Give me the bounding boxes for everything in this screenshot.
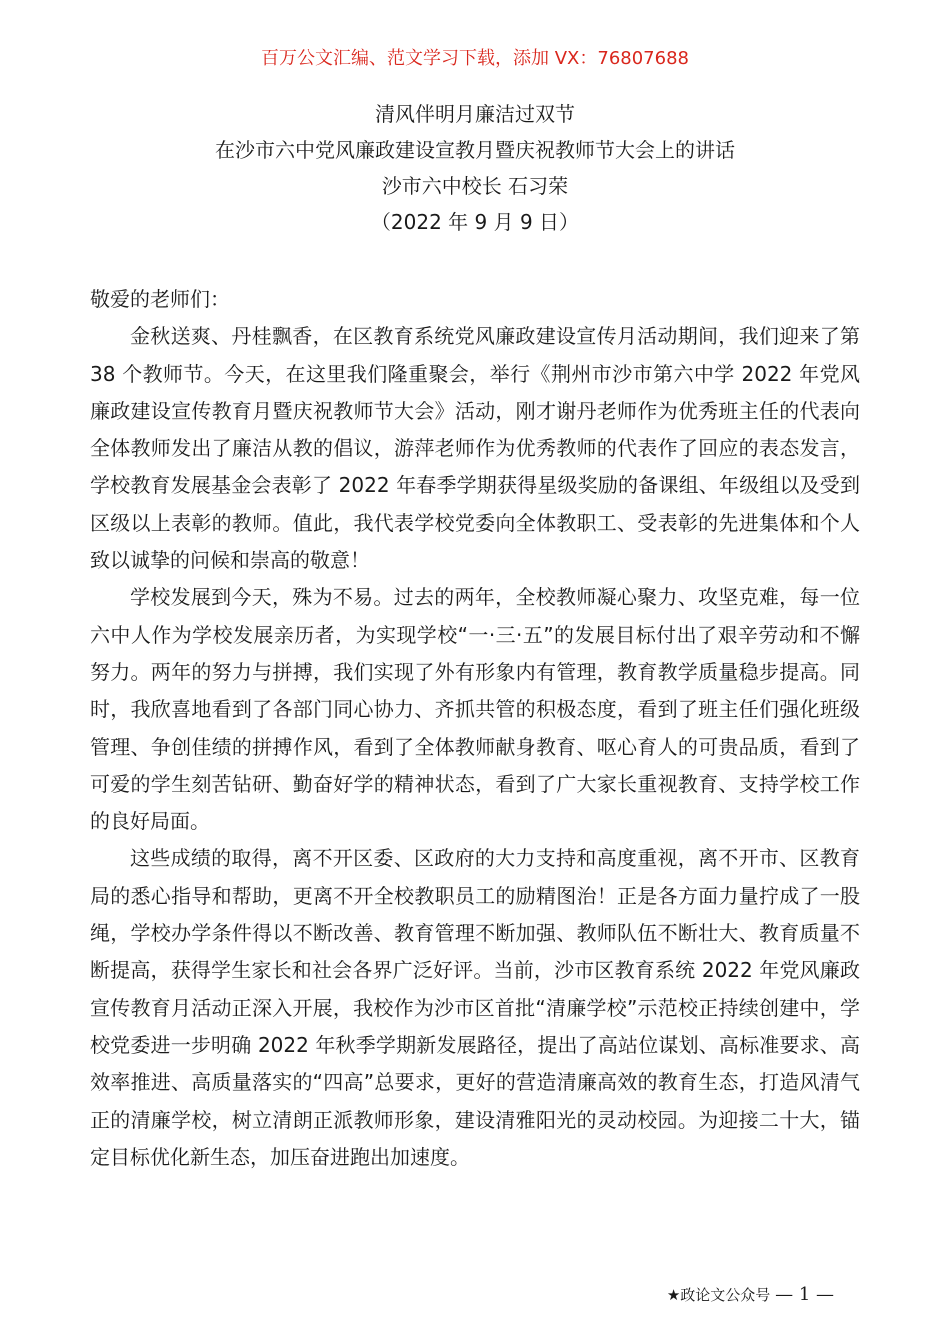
paragraph-3: 这些成绩的取得，离不开区委、区政府的大力支持和高度重视，离不开市、区教育局的悉心指导和帮助，更离不开全校教职员工的励精图治！正是各方面力量拧成了一股绳，学校办学条件得以不断改善、教育管理不断加强、教师队伍不断壮大、教育质量不断提高，获得学生家长和社会各界广泛好评。当前，沙市区教育系统 2022 年党风廉政宣传教育月活动正深入开展，我校作为沙市区首批“清廉学校”示范校正持续创建中，学校党委进一步明确 2022 年秋季学期新发展路径，提出了高站位谋划、高标准要求、高效率推进、高质量落实的“四高”总要求，更好的营造清廉高效的教育生态，打造风清气正的清廉学校，树立清朗正派教师形象，建设清雅阳光的灵动校园。为迎接二十大，锚定目标优化新生态，加压奋进跑出加速度。 [90,846,860,1169]
footer-source: ★政论文公众号 [666,1286,771,1304]
date-line: （2022 年 9 月 9 日） [370,210,580,234]
salutation: 敬爱的老师们： [90,287,230,311]
paragraph-2: 学校发展到今天，殊为不易。过去的两年，全校教师凝心聚力、攻坚克难，每一位六中人作为学校发展亲历者，为实现学校“一·三·五”的发展目标付出了艰辛劳动和不懈努力。两年的努力与拼搏，我们实现了外有形象内有管理，教育教学质量稳步提高。同时，我欣喜地看到了各部门同心协力、齐抓共管的积极态度，看到了班主任们强化班级管理、争创佳绩的拼搏作风，看到了全体教师献身教育、呕心育人的可贵品质，看到了可爱的学生刻苦钻研、勤奋好学的精神状态，看到了广大家长重视教育、支持学校工作的良好局面。 [90,585,860,834]
page-footer [667,1281,834,1309]
watermark-banner: 百万公文汇编、范文学习下载，添加 VX：76807688 [261,48,689,69]
document-title: 清风伴明月廉洁过双节 [375,102,575,126]
paragraph-1: 金秋送爽、丹桂飘香，在区教育系统党风廉政建设宣传月活动期间，我们迎来了第 38 个教师节。今天，在这里我们隆重聚会，举行《荆州市沙市第六中学 2022 年党风廉政建设宣传教育月暨庆祝教师节大会》活动，刚才谢丹老师作为优秀班主任的代表向全体教师发出了廉洁从教的倡议，游萍老师作为优秀教师的代表作了回应的表态发言，学校教育发展基金会表彰了 2022 年春季学期获得星级奖励的备课组、年级组以及受到区级以上表彰的教师。值此，我代表学校党委向全体教职工、受表彰的先进集体和个人致以诚挚的问候和崇高的敬意！ [90,324,860,573]
page-number: — 1 — [775,1284,834,1305]
document-subtitle: 在沙市六中党风廉政建设宣教月暨庆祝教师节大会上的讲话 [215,138,735,162]
speech-body [90,281,860,1176]
author-line: 沙市六中校长 石习荣 [381,174,569,198]
